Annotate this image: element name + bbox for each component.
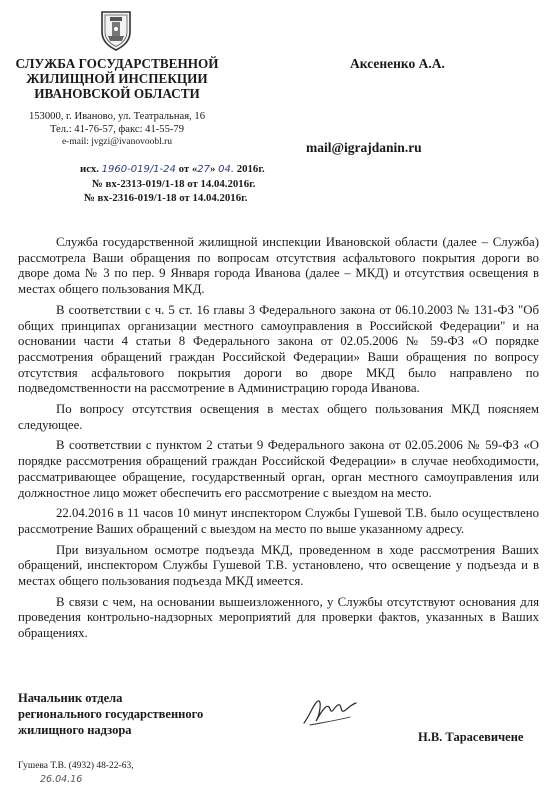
ref-from: от « — [178, 163, 198, 175]
handwritten-date-note: 26.04.16 — [40, 774, 83, 785]
incoming-reference-1: № вх-2313-019/1-18 от 14.04.2016г. — [92, 178, 256, 190]
postal-address: 153000, г. Иваново, ул. Театральная, 16 — [28, 111, 206, 122]
ref-day: 27 — [197, 164, 210, 175]
signatory-title-line: Начальник отдела — [18, 691, 123, 705]
phone-fax: Тел.: 41-76-57, факс: 41-55-79 — [49, 123, 184, 135]
executor-footer — [18, 760, 134, 786]
body-paragraph: 22.04.2016 в 11 часов 10 минут инспектором Службы Гушевой Т.В. было осуществлено рассмотрение Ваших обращений с выездом на место по выше указанному адресу. — [18, 506, 539, 536]
signatory-title-line: регионального государственного — [18, 707, 204, 721]
organization-header — [0, 56, 234, 101]
body-paragraph: По вопросу отсутствия освещения в местах общего пользования МКД поясняем следующее. — [18, 402, 539, 432]
outgoing-reference — [80, 162, 380, 177]
ref-month: 04. — [218, 164, 235, 175]
org-line: СЛУЖБА ГОСУДАРСТВЕННОЙ — [15, 56, 219, 71]
ref-handwritten-number: 1960-019/1-24 — [101, 164, 176, 175]
signatory-title — [18, 690, 203, 738]
handwritten-signature — [300, 693, 362, 733]
ref-year: 2016г. — [236, 163, 265, 175]
reference-block — [80, 162, 380, 205]
ref-mid: » — [210, 163, 216, 175]
executor-contact: Гушева Т.В. (4932) 48-22-63, — [18, 761, 134, 771]
body-paragraph: В соответствии с ч. 5 ст. 16 главы 3 Федерального закона от 06.10.2003 № 131-ФЗ "Об общих принципах организации местного самоуправления в Российской Федерации" и на основании части 4 статьи 8 Федерального закона от 02.05.2006 № 59-ФЗ «О порядке рассмотрения обращений граждан Российской Федерации» Ваши обращения по вопросу отсутствия асфальтового покрытия дороги во дворе МКД было направлено по подведомственности на рассмотрение в Администрацию города Иванова. — [18, 302, 539, 396]
incoming-reference-2: № вх-2316-019/1-18 от 14.04.2016г. — [84, 192, 248, 204]
letter-body — [18, 235, 539, 647]
org-line: ЖИЛИЩНОЙ ИНСПЕКЦИИ — [26, 71, 208, 86]
body-paragraph: В соответствии с пунктом 2 статьи 9 Федерального закона от 02.05.2006 № 59-ФЗ «О порядке рассмотрения обращений граждан Российской Федерации» в случае необходимости, рассматривающее обращение, государственный орган, орган местного самоуправления или должностное лицо может обеспечить его рассмотрение с выездом на место. — [18, 438, 539, 500]
org-line: ИВАНОВСКОЙ ОБЛАСТИ — [34, 86, 200, 101]
ref-prefix: исх. — [80, 163, 99, 175]
body-paragraph: При визуальном осмотре подъезда МКД, проведенном в ходе рассмотрения Ваших обращений, инспектором Службы Гушевой Т.В. установлено, что освещение у подъезда и в местах общего пользования подъезда МКД имеется. — [18, 542, 539, 589]
recipient-name: Аксененко А.А. — [350, 56, 445, 71]
body-paragraph: В связи с чем, на основании вышеизложенного, у Службы отсутствуют основания для проведения контрольно-надзорных мероприятий для проверки фактов, указанных в Ваших обращениях. — [18, 594, 539, 641]
org-email: e-mail: jvgzi@ivanovoobl.ru — [61, 137, 173, 147]
body-paragraph: Служба государственной жилищной инспекции Ивановской области (далее – Служба) рассмотрела Ваши обращения по вопросам отсутствия асфальтового покрытия дороги во дворе дома № 3 по пер. 9 Января города Иванова (далее – МКД) и отсутствия освещения в местах общего пользования МКД. — [18, 235, 539, 297]
organization-contacts — [0, 111, 234, 149]
coat-of-arms-icon — [96, 8, 136, 52]
signatory-name: Н.В. Тарасевичене — [418, 730, 524, 744]
signatory-title-line: жилищного надзора — [18, 723, 132, 737]
recipient-email: mail@igrajdanin.ru — [306, 140, 422, 155]
